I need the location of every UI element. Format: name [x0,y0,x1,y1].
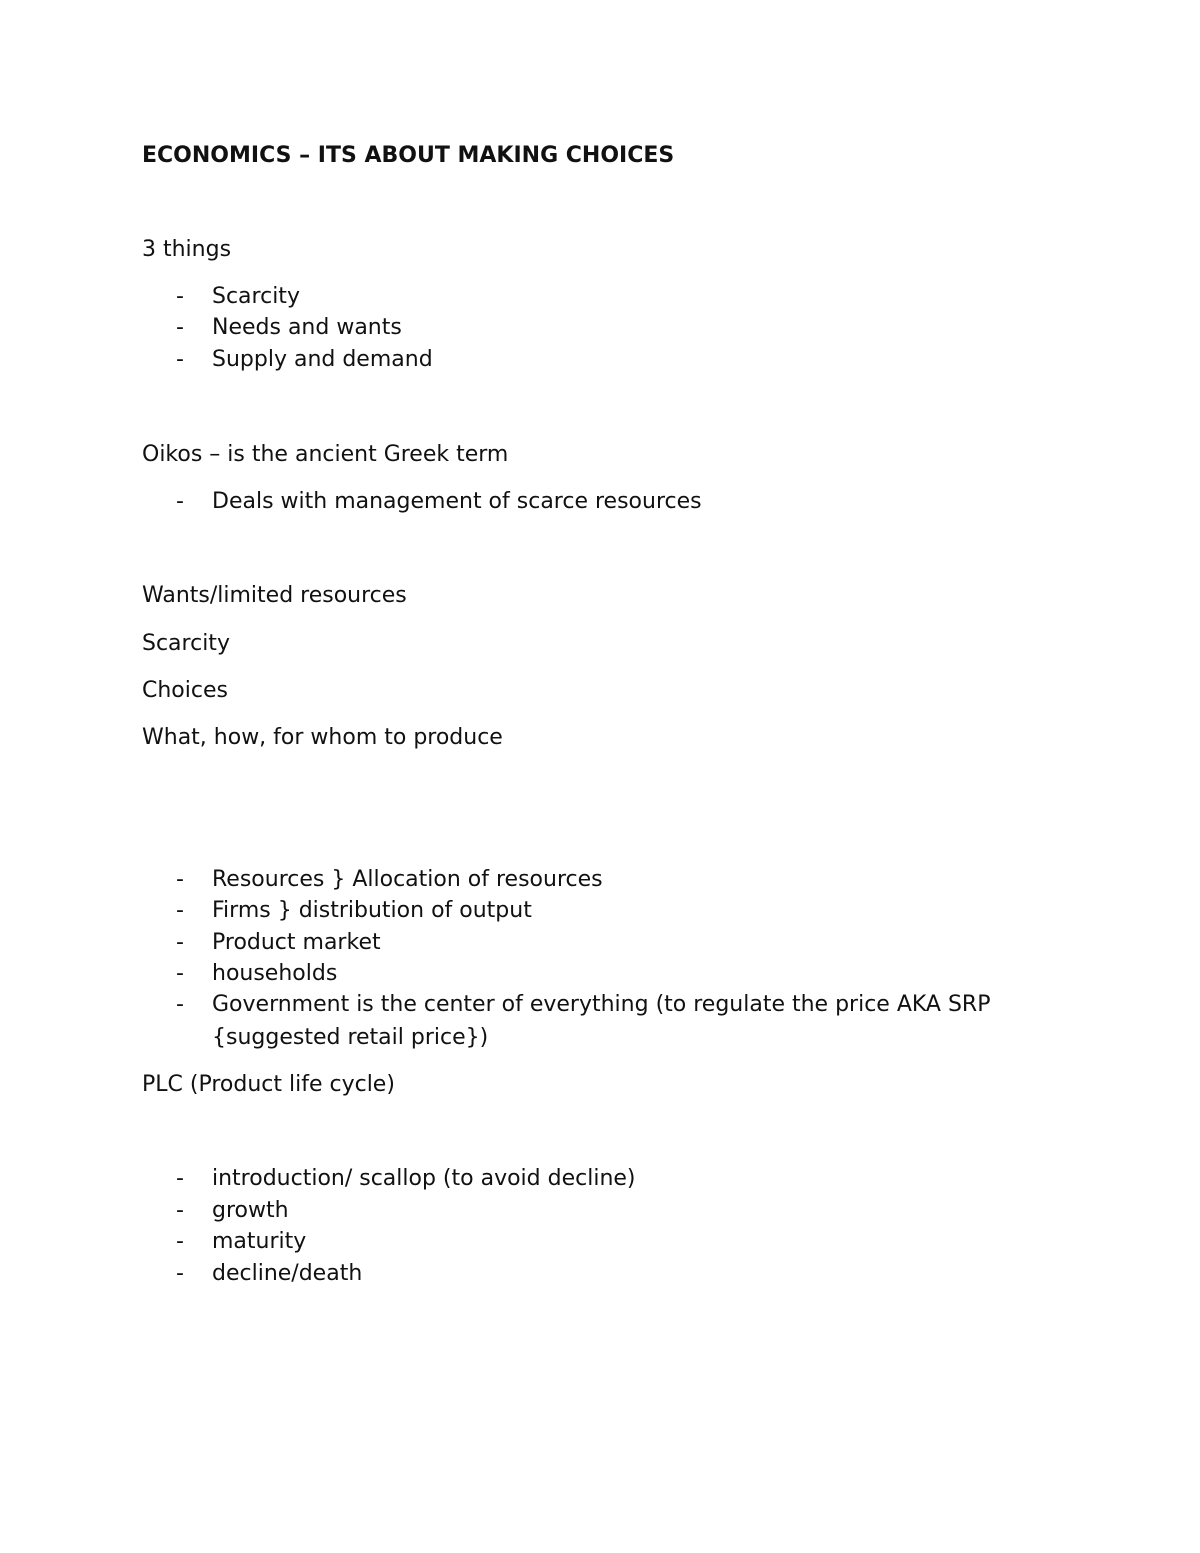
paragraph-line: Choices [142,678,228,703]
bullet-marker: - [176,961,184,986]
list-item: Resources } Allocation of resources [212,867,603,892]
list-item: maturity [212,1229,307,1254]
bullet-marker: - [176,284,184,309]
bullet-marker: - [176,1229,184,1254]
list-item: Scarcity [212,284,300,309]
list-item: growth [212,1198,289,1223]
bullet-marker: - [176,489,184,514]
bullet-marker: - [176,315,184,340]
list-item: Supply and demand [212,347,433,372]
list-item: decline/death [212,1261,363,1286]
list-item: Deals with management of scarce resources [212,489,702,514]
section-heading-plc: PLC (Product life cycle) [142,1072,395,1097]
bullet-marker: - [176,992,184,1017]
list-item: introduction/ scallop (to avoid decline) [212,1166,636,1191]
paragraph-line: Wants/limited resources [142,583,407,608]
bullet-marker: - [176,1261,184,1286]
bullet-marker: - [176,347,184,372]
list-item: Needs and wants [212,315,402,340]
bullet-marker: - [176,1198,184,1223]
section-heading-3-things: 3 things [142,237,232,262]
paragraph-line: Scarcity [142,631,230,656]
list-item: households [212,961,338,986]
section-heading-oikos: Oikos – is the ancient Greek term [142,442,509,467]
bullet-marker: - [176,867,184,892]
list-item: Firms } distribution of output [212,898,532,923]
list-item: Government is the center of everything (to regulate the price AKA SRP [212,992,991,1017]
bullet-marker: - [176,930,184,955]
list-item-continuation: {suggested retail price}) [212,1025,489,1050]
list-item: Product market [212,930,381,955]
bullet-marker: - [176,898,184,923]
bullet-marker: - [176,1166,184,1191]
paragraph-line: What, how, for whom to produce [142,725,503,750]
page-title: ECONOMICS – ITS ABOUT MAKING CHOICES [142,143,675,168]
